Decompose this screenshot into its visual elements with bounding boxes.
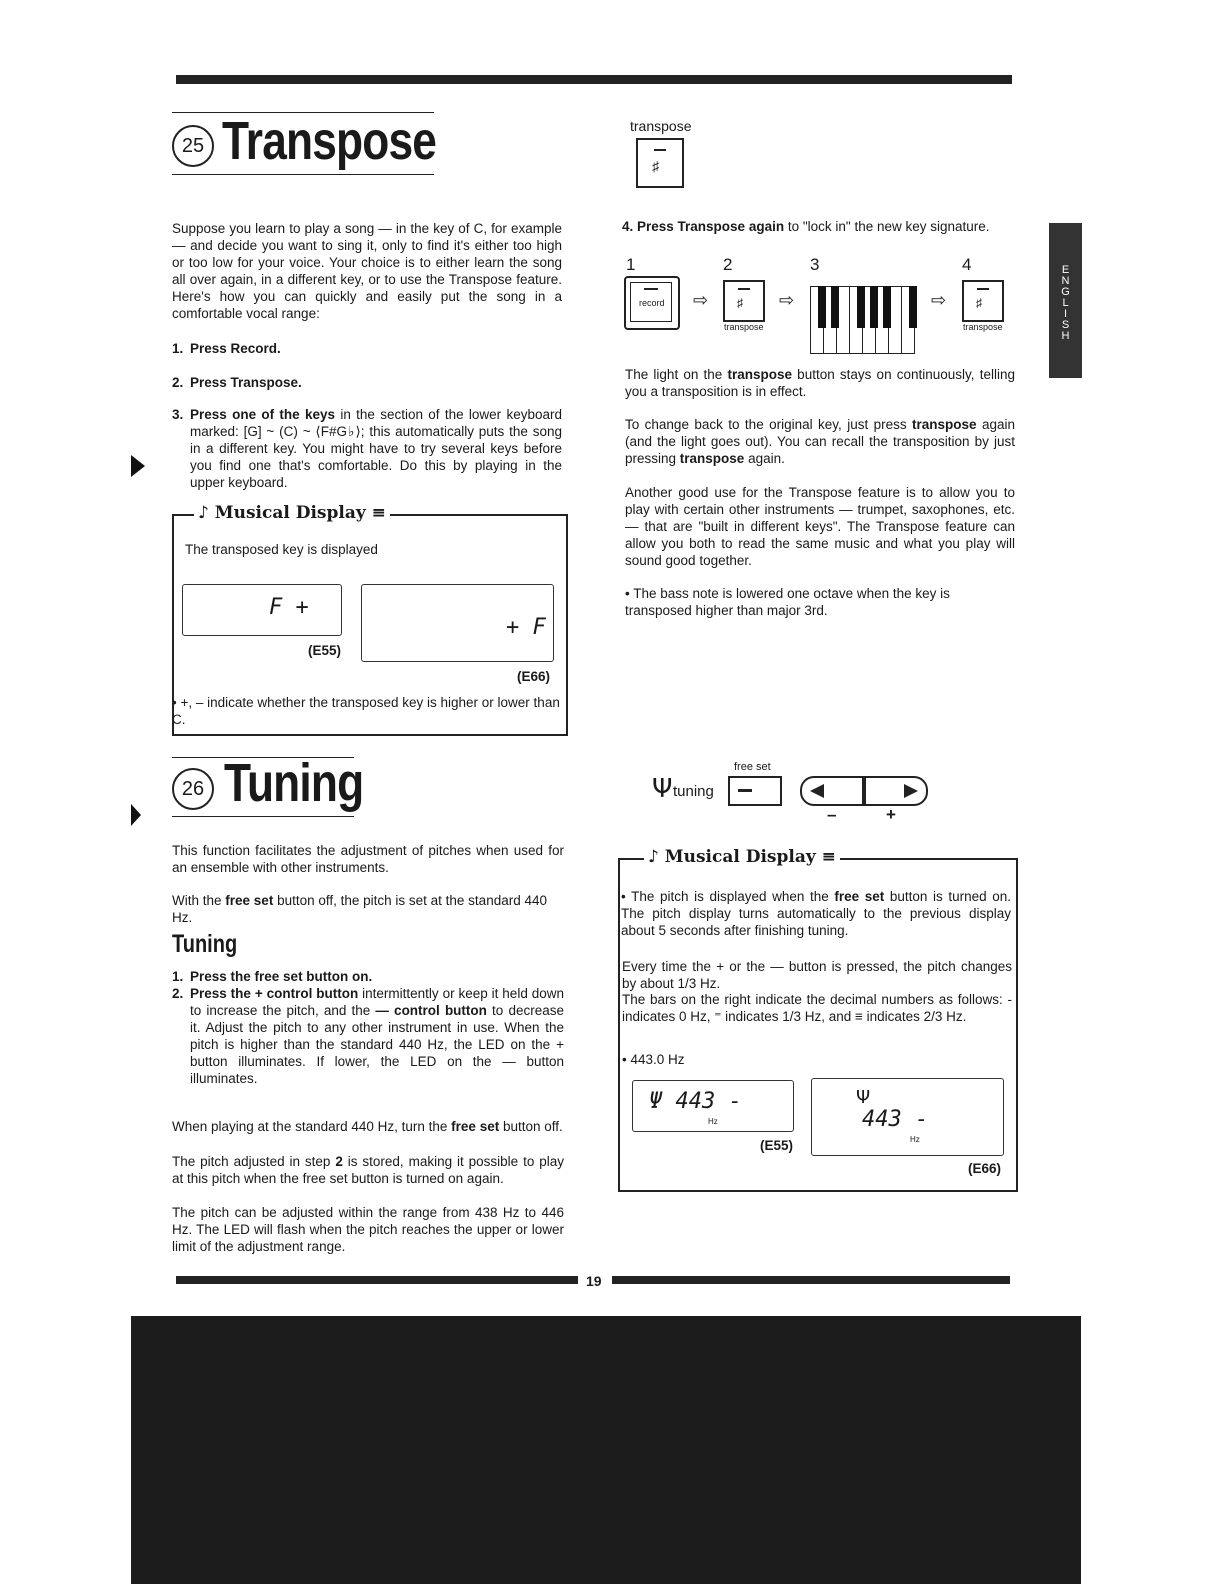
transpose-button-diagram[interactable]: ♯ xyxy=(723,280,765,322)
minus-control-button[interactable] xyxy=(800,776,864,806)
md-para-1: • The pitch is displayed when the free set button is turned on. The pitch display turns automatically to the previous display about 5 seconds after finishing tuning. xyxy=(621,889,1011,938)
label-tuning-e66: (E66) xyxy=(968,1161,1002,1176)
step-3: 3. Press one of the keys in the section of the lower keyboard marked: [G] ~ (C) ~ ⟨F#G♭⟩; this automatically puts the song in a different key. You might have to try several keys before you find one that's comfortable. Do this by playing in the upper keyboard. xyxy=(172,407,562,490)
display-text: The transposed key is displayed xyxy=(185,542,378,557)
diagram-num-2: 2 xyxy=(723,255,733,274)
record-button[interactable]: record xyxy=(624,276,680,330)
section-title-transpose: Transpose xyxy=(222,111,437,171)
free-set-label: free set xyxy=(734,761,771,773)
transpose-symbol-icon: ♯ xyxy=(652,158,659,174)
para-change-back: To change back to the original key, just press transpose again (and the light goes out). You can recall the transposition by just pressing transpose again. xyxy=(625,417,1015,466)
top-rule xyxy=(176,75,1012,84)
step-2: 2. Press Transpose. xyxy=(172,375,302,390)
scan-background xyxy=(131,1316,1081,1584)
tuning-para-range: The pitch can be adjusted within the range from 438 Hz to 446 Hz. The LED will flash when the pitch reaches the upper or lower limit of the adjustment range. xyxy=(172,1205,564,1254)
title-rule-bottom xyxy=(172,174,434,175)
tuning-para-stored: The pitch adjusted in step 2 is stored, making it possible to play at this pitch when the free set button is turned on again. xyxy=(172,1154,564,1186)
md-value: • 443.0 Hz xyxy=(622,1052,685,1067)
label-tuning-e55: (E55) xyxy=(760,1138,794,1153)
transpose-button-label: transpose xyxy=(630,118,692,134)
page-number: 19 xyxy=(586,1273,602,1289)
label-e66: (E66) xyxy=(517,669,551,684)
transpose-intro: Suppose you learn to play a song — in the key of C, for example — and decide you want to sing it, only to find it's either too high or too low for your voice. Your choice is to either learn the song all over again, in a different key, or to use the Transpose feature. Here's how you can quickly and easily put the song in a comfortable vocal range: xyxy=(172,221,562,321)
lcd-e55: F + xyxy=(182,584,342,636)
margin-marker xyxy=(131,455,145,477)
tuning-step-2: 2. Press the + control button intermittently or keep it held down to increase the pitch, and the — control button to decrease it. Adjust the pitch to any other instrument in use. When the pitch is higher than the standard 440 Hz, the LED on the + button illuminates. If lower, the LED on the — button illuminates. xyxy=(172,986,564,1086)
bottom-rule-right xyxy=(612,1276,1010,1284)
section-title-tuning: Tuning xyxy=(224,753,364,813)
para-light-on: The light on the transpose button stays on continuously, telling you a transposition is in effect. xyxy=(625,367,1015,399)
para-another-use: Another good use for the Transpose feature is to allow you to play with certain other instruments — trumpet, saxophones, etc. — that are "built in different keys". The Transpose feature can allow you both to read the same music and what you play will sound good together. xyxy=(625,485,1015,568)
plus-control-button[interactable] xyxy=(864,776,928,806)
label-e55: (E55) xyxy=(308,643,342,658)
step-1: 1. Press Record. xyxy=(172,341,281,356)
tuning-fork-icon: Ψ xyxy=(652,774,673,804)
transpose-button-diagram-4[interactable]: ♯ xyxy=(962,280,1004,322)
tuning-step-1: 1. Press the free set button on. xyxy=(172,969,373,984)
tuning-free-set: With the free set button off, the pitch is set at the standard 440 Hz. xyxy=(172,893,547,925)
diagram-num-3: 3 xyxy=(810,255,820,274)
section-number-25: 25 xyxy=(172,125,214,167)
tuning-intro: This function facilitates the adjustment of pitches when used for an ensemble with other instruments. xyxy=(172,843,564,875)
diagram-num-4: 4 xyxy=(962,255,972,274)
musical-display-heading: ♪ Musical Display ≡ xyxy=(194,503,390,523)
plus-label: + xyxy=(886,805,896,824)
bottom-rule-left xyxy=(176,1276,578,1284)
arrow-right-icon: ⇨ xyxy=(693,290,709,310)
arrow-right-icon: ⇨ xyxy=(779,290,795,310)
arrow-right-icon: ⇨ xyxy=(931,290,947,310)
md-para-3: The bars on the right indicate the decimal numbers as follows: - indicates 0 Hz, ⁼ indicates 1/3 Hz, and ≡ indicates 2/3 Hz. xyxy=(622,992,1012,1024)
free-set-button[interactable] xyxy=(728,776,782,806)
transpose-caption-2: transpose xyxy=(724,322,764,332)
lcd-tuning-e55: Ψ 443 - Hz xyxy=(632,1080,794,1132)
display-note: • +, – indicate whether the transposed key is higher or lower than C. xyxy=(172,695,560,727)
margin-marker xyxy=(131,804,141,826)
lcd-e66: + F xyxy=(361,584,554,662)
musical-display-heading-2: ♪ Musical Display ≡ xyxy=(644,847,840,867)
tuning-subheading: Tuning xyxy=(172,930,238,958)
tuning-label: tuning xyxy=(673,783,714,800)
lcd-tuning-e66: Ψ 443 - Hz xyxy=(811,1078,1004,1156)
title-rule-bottom-2 xyxy=(172,816,354,817)
diagram-num-1: 1 xyxy=(626,255,636,274)
section-number-26: 26 xyxy=(172,768,214,810)
md-para-2: Every time the + or the — button is pressed, the pitch changes by about 1/3 Hz. xyxy=(622,959,1012,991)
transpose-caption-4: transpose xyxy=(963,322,1003,332)
minus-label: – xyxy=(827,805,837,824)
tuning-para-standard: When playing at the standard 440 Hz, turn the free set button off. xyxy=(172,1119,563,1134)
step-4: 4. Press Transpose again to "lock in" the new key signature. xyxy=(622,219,990,234)
side-tab-english: E N G L I S H xyxy=(1049,223,1082,378)
para-bass-note: • The bass note is lowered one octave when the key is transposed higher than major 3rd. xyxy=(625,586,950,618)
transpose-button[interactable] xyxy=(636,138,684,188)
keyboard-icon xyxy=(810,286,920,354)
